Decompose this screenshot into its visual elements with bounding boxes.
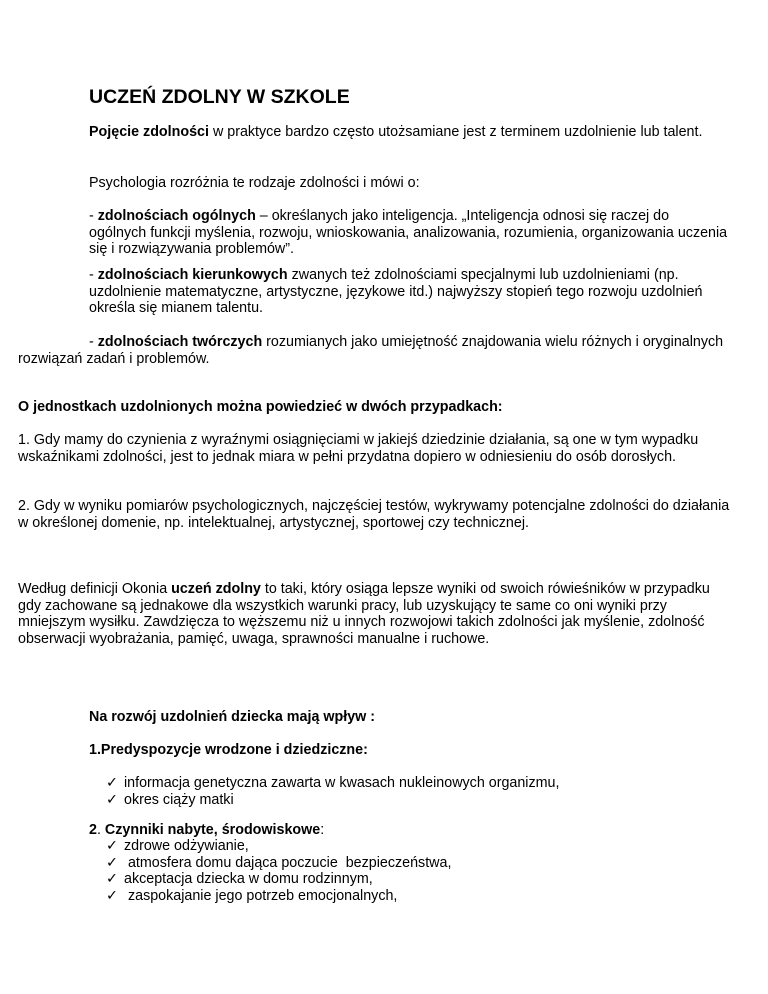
type-directional-prefix: - — [89, 267, 98, 283]
type-creative-prefix: - — [89, 334, 98, 350]
check-icon: ✓ — [106, 854, 118, 871]
section-2-title: Czynniki nabyte, środowiskowe — [104, 822, 321, 838]
document-title: UCZEŃ ZDOLNY W SZKOLE — [89, 86, 350, 108]
type-directional-paragraph — [89, 267, 729, 317]
list-item — [106, 855, 451, 872]
psychology-paragraph: Psychologia rozróżnia te rodzaje zdolności i mówi o: — [89, 175, 420, 191]
intro-term: Pojęcie zdolności — [89, 124, 209, 140]
check-icon: ✓ — [106, 775, 118, 791]
intro-paragraph — [89, 124, 729, 141]
check-icon: ✓ — [106, 871, 118, 888]
okon-text-before: Według definicji Okonia — [18, 581, 172, 597]
section-1-checklist — [106, 775, 559, 808]
case-2-paragraph: 2. Gdy w wyniku pomiarów psychologicznych, najczęściej testów, wykrywamy potencjalne zdolności do działania w określonej domenie, np. intelektualnej, artystycznej, sportowej czy technicznej. — [18, 498, 730, 531]
list-item-text: atmosfera domu dająca poczucie bezpieczeństwa, — [124, 854, 452, 871]
cases-heading: O jednostkach uzdolnionych można powiedzieć w dwóch przypadkach: — [18, 399, 503, 415]
list-item — [106, 838, 451, 855]
okon-text-after: to taki, który osiąga lepsze wyniki od swoich rówieśników w przypadku gdy zachowane są jednakowe dla wszystkich warunki pracy, lub uzyskujący te same co oni wyniki przy mniejszym wysiłku. Zawdzięcza to węższemu niż u innych rozwojowi takich zdolności jak myślenie, zdolność obserwacji wyobrażania, pamięć, uwaga, sprawności manualne i ruchowe. — [18, 581, 710, 647]
check-icon: ✓ — [106, 838, 118, 854]
type-creative-paragraph — [18, 334, 730, 367]
type-general-text: – określanych jako inteligencja. „Inteligencja odnosi się raczej do ogólnych funkcji myślenia, rozwoju, wnioskowania, analizowania, rozumienia, organizowania uczenia się i rozwiązywania problemów”. — [89, 208, 728, 258]
type-creative-term: zdolnościach twórczych — [97, 334, 263, 350]
list-item-text: zdrowe odżywianie, — [124, 838, 249, 854]
influence-heading: Na rozwój uzdolnień dziecka mają wpływ : — [89, 709, 375, 725]
okon-definition-paragraph — [18, 581, 730, 647]
list-item-text: zaspokajanie jego potrzeb emocjonalnych, — [124, 887, 398, 904]
check-icon: ✓ — [106, 887, 118, 904]
list-item — [106, 792, 559, 809]
list-item — [106, 871, 451, 888]
section-2-number: 2 — [89, 822, 97, 838]
section-2-heading — [89, 822, 729, 839]
list-item — [106, 888, 451, 905]
intro-text: w praktyce bardzo często utożsamiane jest z terminem uzdolnienie lub talent. — [208, 124, 703, 140]
list-item-text: okres ciąży matki — [124, 791, 234, 808]
section-2-separator: . — [96, 822, 105, 838]
type-general-term: zdolnościach ogólnych — [97, 208, 256, 224]
list-item-text: akceptacja dziecka w domu rodzinnym, — [124, 871, 373, 888]
check-icon: ✓ — [106, 791, 118, 808]
okon-term: uczeń zdolny — [171, 581, 261, 597]
type-general-prefix: - — [89, 208, 98, 224]
case-1-paragraph: 1. Gdy mamy do czynienia z wyraźnymi osiągnięciami w jakiejś dziedzinie działania, są one w tym wypadku wskaźnikami zdolności, jest to jednak miara w pełni przydatna dopiero w odniesieniu do osób dorosłych. — [18, 432, 699, 465]
type-general-paragraph — [89, 208, 729, 258]
section-2-colon: : — [320, 822, 325, 838]
type-creative-text: rozumianych jako umiejętność znajdowania wielu różnych i oryginalnych rozwiązań zadań i problemów. — [18, 334, 724, 367]
type-directional-text: zwanych też zdolnościami specjalnymi lub uzdolnieniami (np. uzdolnienie matematyczne, artystyczne, językowe itd.) najwyższy stopień tego rozwoju uzdolnień określa się mianem talentu. — [89, 267, 703, 317]
list-item-text: informacja genetyczna zawarta w kwasach nukleinowych organizmu, — [124, 775, 560, 791]
section-1-heading: 1.Predyspozycje wrodzone i dziedziczne: — [89, 742, 368, 758]
list-item — [106, 775, 559, 792]
type-directional-term: zdolnościach kierunkowych — [97, 267, 288, 283]
section-2-checklist — [106, 838, 451, 904]
